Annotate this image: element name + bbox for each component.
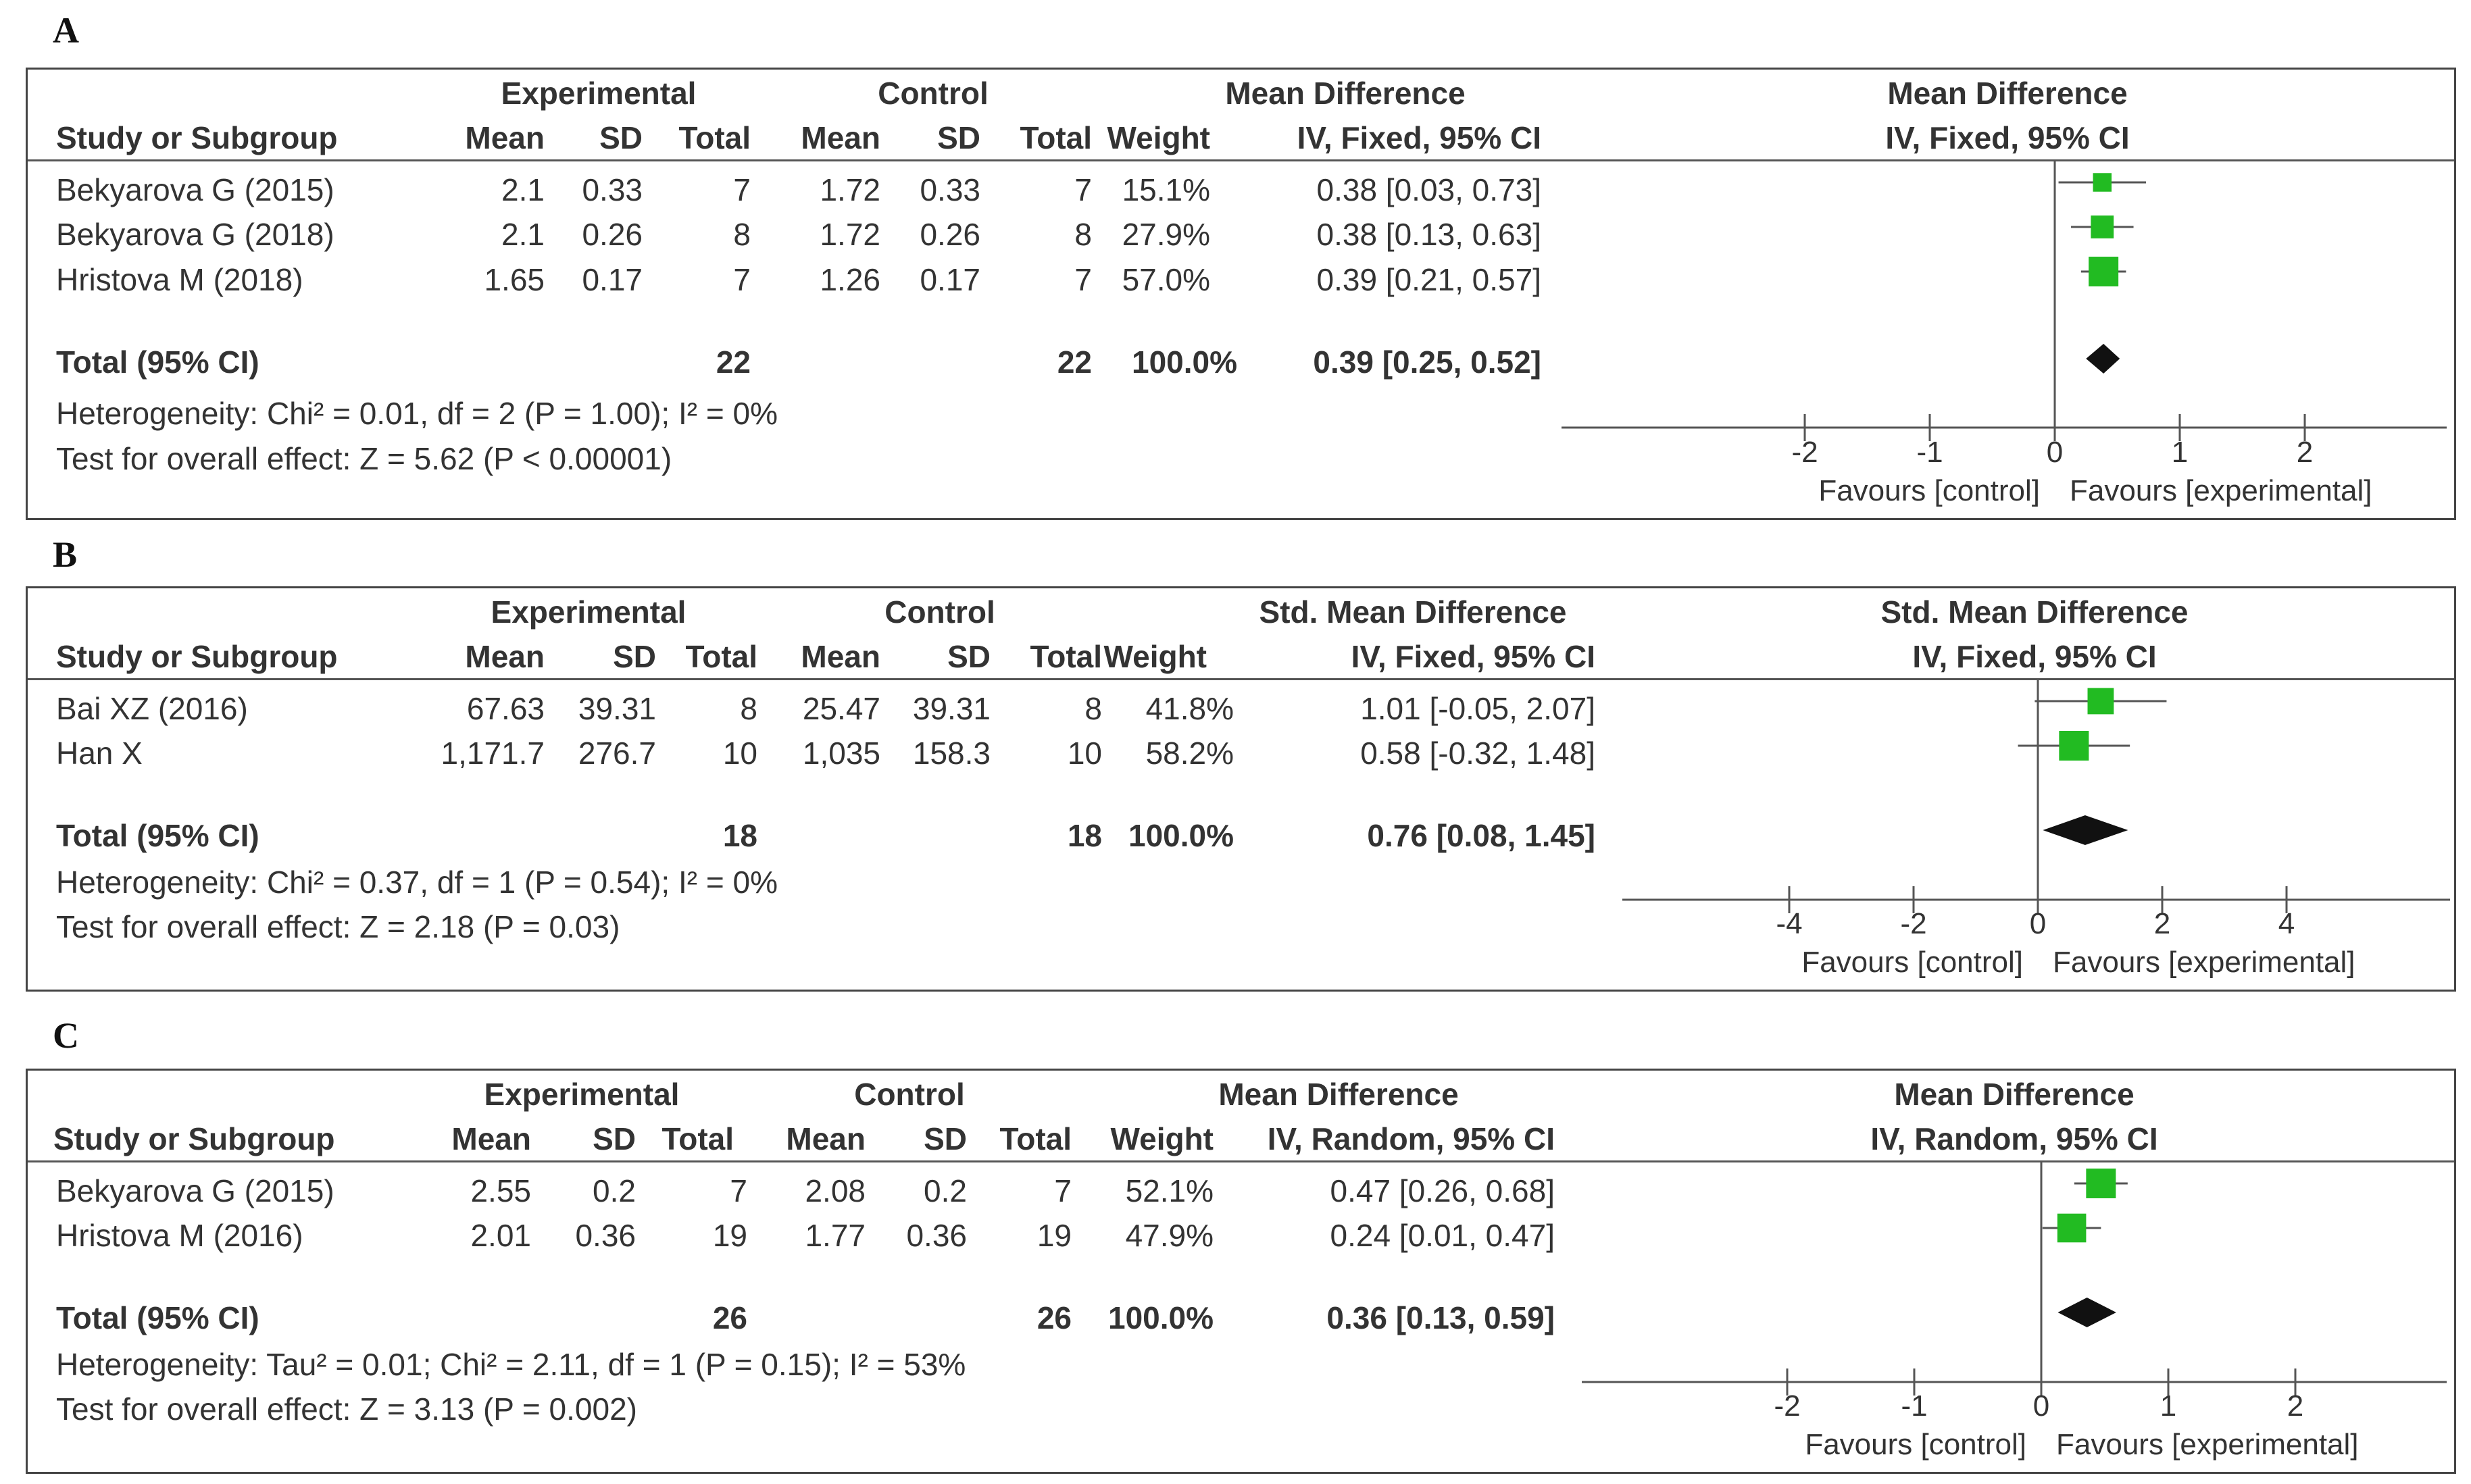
col-ci: IV, Fixed, 95% CI (1351, 639, 1595, 674)
study-weight: 15.1% (1122, 172, 1210, 207)
study-ctl-sd: 0.33 (920, 172, 980, 207)
study-ctl-mean: 1.72 (820, 172, 880, 207)
tick-label: -1 (1916, 436, 1943, 469)
study-weight: 57.0% (1122, 262, 1210, 297)
tick-label: 2 (2287, 1389, 2304, 1423)
header-control: Control (884, 594, 995, 630)
panel-letter-b: B (53, 534, 78, 575)
col-ci: IV, Fixed, 95% CI (1297, 120, 1541, 155)
study-name: Bekyarova G (2015) (56, 172, 334, 207)
favours-control-label: Favours [control] (1818, 474, 2040, 507)
study-box (2089, 257, 2118, 286)
study-ctl-total: 19 (1037, 1218, 1072, 1253)
col-exp-sd: SD (613, 639, 656, 674)
header-control: Control (878, 76, 989, 111)
header-effect-plot: Mean Difference (1894, 1077, 2135, 1112)
study-exp-sd: 0.17 (582, 262, 643, 297)
forest-plot-a (1541, 159, 2453, 522)
col-study: Study or Subgroup (56, 639, 338, 674)
total-weight: 100.0% (1131, 344, 1237, 380)
total-ctl: 26 (1037, 1300, 1072, 1335)
study-ctl-sd: 0.2 (924, 1173, 967, 1208)
total-ci: 0.76 [0.08, 1.45] (1367, 818, 1595, 853)
study-exp-sd: 276.7 (578, 736, 656, 771)
study-ctl-sd: 39.31 (912, 691, 991, 726)
col-ctl-mean: Mean (801, 639, 880, 674)
panel-letter-c: C (53, 1015, 79, 1056)
header-effect-plot: Mean Difference (1887, 76, 2128, 111)
overall-effect-text: Test for overall effect: Z = 3.13 (P = 0.002) (56, 1391, 637, 1427)
study-name: Han X (56, 736, 143, 771)
col-exp-total: Total (678, 120, 751, 155)
study-name: Bekyarova G (2018) (56, 217, 334, 252)
col-study: Study or Subgroup (56, 120, 338, 155)
study-ctl-total: 7 (1074, 172, 1092, 207)
study-exp-total: 7 (730, 1173, 747, 1208)
study-box (2086, 1169, 2116, 1198)
total-diamond (2086, 344, 2120, 374)
tick-label: 2 (2153, 907, 2171, 940)
study-ctl-mean: 1.72 (820, 217, 880, 252)
study-name: Hristova M (2018) (56, 262, 303, 297)
header-experimental: Experimental (484, 1077, 680, 1112)
total-exp: 22 (716, 344, 751, 380)
study-weight: 27.9% (1122, 217, 1210, 252)
tick-label: 0 (2032, 1389, 2050, 1423)
study-ci: 0.38 [0.03, 0.73] (1316, 172, 1541, 207)
study-exp-sd: 0.26 (582, 217, 643, 252)
study-exp-total: 7 (733, 262, 751, 297)
total-diamond (2057, 1298, 2116, 1327)
study-weight: 58.2% (1145, 736, 1234, 771)
col-ci: IV, Random, 95% CI (1267, 1121, 1555, 1156)
study-ctl-mean: 1.77 (805, 1218, 866, 1253)
study-exp-sd: 0.36 (575, 1218, 636, 1253)
col-ci-plot: IV, Random, 95% CI (1870, 1121, 2158, 1156)
study-exp-total: 7 (733, 172, 751, 207)
study-box (2093, 173, 2112, 191)
study-ctl-total: 7 (1074, 262, 1092, 297)
overall-effect-text: Test for overall effect: Z = 2.18 (P = 0.03) (56, 909, 620, 944)
favours-experimental-label: Favours [experimental] (2056, 1428, 2359, 1461)
total-weight: 100.0% (1128, 818, 1234, 853)
total-weight: 100.0% (1107, 1300, 1214, 1335)
header-effect-table: Mean Difference (1218, 1077, 1459, 1112)
total-label: Total (95% CI) (56, 344, 259, 380)
header-effect-table: Mean Difference (1225, 76, 1466, 111)
tick-label: 0 (2029, 907, 2047, 940)
col-weight: Weight (1110, 1121, 1214, 1156)
header-experimental: Experimental (501, 76, 697, 111)
favours-control-label: Favours [control] (1801, 946, 2023, 979)
study-ctl-sd: 0.17 (920, 262, 980, 297)
header-experimental: Experimental (491, 594, 687, 630)
study-ctl-total: 7 (1054, 1173, 1072, 1208)
overall-effect-text: Test for overall effect: Z = 5.62 (P < 0.00001) (56, 441, 672, 476)
tick-label: 0 (2046, 436, 2064, 469)
total-ctl: 18 (1067, 818, 1102, 853)
study-box (2059, 731, 2089, 761)
study-exp-sd: 39.31 (578, 691, 656, 726)
col-ci-plot: IV, Fixed, 95% CI (1885, 120, 2130, 155)
study-exp-mean: 1.65 (484, 262, 545, 297)
col-ctl-sd: SD (937, 120, 980, 155)
forest-plot-c (1568, 1160, 2453, 1476)
panel-letter-a: A (53, 10, 79, 51)
tick-label: 4 (2278, 907, 2295, 940)
study-ctl-total: 8 (1074, 217, 1092, 252)
study-weight: 52.1% (1125, 1173, 1214, 1208)
study-ctl-mean: 25.47 (802, 691, 880, 726)
study-ci: 0.47 [0.26, 0.68] (1330, 1173, 1555, 1208)
study-ctl-sd: 158.3 (912, 736, 991, 771)
study-name: Bekyarova G (2015) (56, 1173, 334, 1208)
col-ci-plot: IV, Fixed, 95% CI (1912, 639, 2157, 674)
total-ci: 0.36 [0.13, 0.59] (1326, 1300, 1555, 1335)
study-ctl-total: 10 (1067, 736, 1102, 771)
study-box (2088, 688, 2114, 715)
study-weight: 47.9% (1125, 1218, 1214, 1253)
header-effect-plot: Std. Mean Difference (1880, 594, 2189, 630)
tick-label: -4 (1776, 907, 1803, 940)
favours-experimental-label: Favours [experimental] (2053, 946, 2355, 979)
total-diamond (2043, 815, 2128, 845)
header-control: Control (854, 1077, 965, 1112)
tick-label: -2 (1774, 1389, 1801, 1423)
heterogeneity-text: Heterogeneity: Tau² = 0.01; Chi² = 2.11, df = 1 (P = 0.15); I² = 53% (56, 1347, 966, 1382)
tick-label: -2 (1791, 436, 1818, 469)
col-exp-total: Total (685, 639, 757, 674)
study-ctl-sd: 0.26 (920, 217, 980, 252)
col-exp-mean: Mean (465, 120, 545, 155)
study-box (2091, 215, 2114, 238)
col-ctl-mean: Mean (801, 120, 880, 155)
col-exp-total: Total (662, 1121, 734, 1156)
tick-label: 1 (2171, 436, 2189, 469)
study-ctl-total: 8 (1084, 691, 1102, 726)
study-ci: 0.24 [0.01, 0.47] (1330, 1218, 1555, 1253)
study-exp-mean: 1,171.7 (441, 736, 545, 771)
study-exp-total: 19 (712, 1218, 747, 1253)
study-exp-mean: 2.55 (470, 1173, 531, 1208)
study-ctl-sd: 0.36 (906, 1218, 967, 1253)
col-exp-mean: Mean (451, 1121, 531, 1156)
study-exp-sd: 0.33 (582, 172, 643, 207)
forest-panel-b (26, 586, 2456, 992)
heterogeneity-text: Heterogeneity: Chi² = 0.01, df = 2 (P = 1.00); I² = 0% (56, 396, 778, 431)
col-ctl-mean: Mean (786, 1121, 866, 1156)
col-study: Study or Subgroup (53, 1121, 335, 1156)
study-ci: 0.38 [0.13, 0.63] (1316, 217, 1541, 252)
study-exp-mean: 2.01 (470, 1218, 531, 1253)
study-name: Bai XZ (2016) (56, 691, 248, 726)
study-ctl-mean: 2.08 (805, 1173, 866, 1208)
study-name: Hristova M (2016) (56, 1218, 303, 1253)
total-ctl: 22 (1057, 344, 1092, 380)
study-exp-total: 10 (722, 736, 757, 771)
forest-panel-c (26, 1069, 2456, 1474)
col-weight: Weight (1103, 639, 1207, 674)
tick-label: 2 (2296, 436, 2314, 469)
col-ctl-sd: SD (947, 639, 991, 674)
study-exp-total: 8 (733, 217, 751, 252)
total-label: Total (95% CI) (56, 1300, 259, 1335)
favours-control-label: Favours [control] (1805, 1428, 2026, 1461)
tick-label: -1 (1901, 1389, 1928, 1423)
col-ctl-sd: SD (924, 1121, 967, 1156)
study-ci: 0.39 [0.21, 0.57] (1316, 262, 1541, 297)
heterogeneity-text: Heterogeneity: Chi² = 0.37, df = 1 (P = 0.54); I² = 0% (56, 865, 778, 900)
col-ctl-total: Total (1030, 639, 1102, 674)
study-box (2057, 1214, 2087, 1243)
total-ci: 0.39 [0.25, 0.52] (1313, 344, 1541, 380)
header-effect-table: Std. Mean Difference (1259, 594, 1567, 630)
favours-experimental-label: Favours [experimental] (2070, 474, 2372, 507)
col-exp-sd: SD (599, 120, 643, 155)
study-ctl-mean: 1.26 (820, 262, 880, 297)
total-exp: 18 (722, 818, 757, 853)
tick-label: -2 (1900, 907, 1927, 940)
col-ctl-total: Total (1020, 120, 1092, 155)
study-exp-mean: 67.63 (466, 691, 545, 726)
tick-label: 1 (2160, 1389, 2177, 1423)
total-label: Total (95% CI) (56, 818, 259, 853)
study-exp-sd: 0.2 (593, 1173, 636, 1208)
col-exp-sd: SD (593, 1121, 636, 1156)
col-exp-mean: Mean (465, 639, 545, 674)
study-exp-mean: 2.1 (501, 172, 545, 207)
study-ci: 0.58 [-0.32, 1.48] (1360, 736, 1595, 771)
col-weight: Weight (1107, 120, 1210, 155)
study-weight: 41.8% (1145, 691, 1234, 726)
forest-plot-b (1595, 678, 2453, 994)
study-exp-total: 8 (740, 691, 757, 726)
study-ctl-mean: 1,035 (802, 736, 880, 771)
study-ci: 1.01 [-0.05, 2.07] (1360, 691, 1595, 726)
col-ctl-total: Total (999, 1121, 1072, 1156)
total-exp: 26 (712, 1300, 747, 1335)
study-exp-mean: 2.1 (501, 217, 545, 252)
forest-panel-a (26, 68, 2456, 520)
